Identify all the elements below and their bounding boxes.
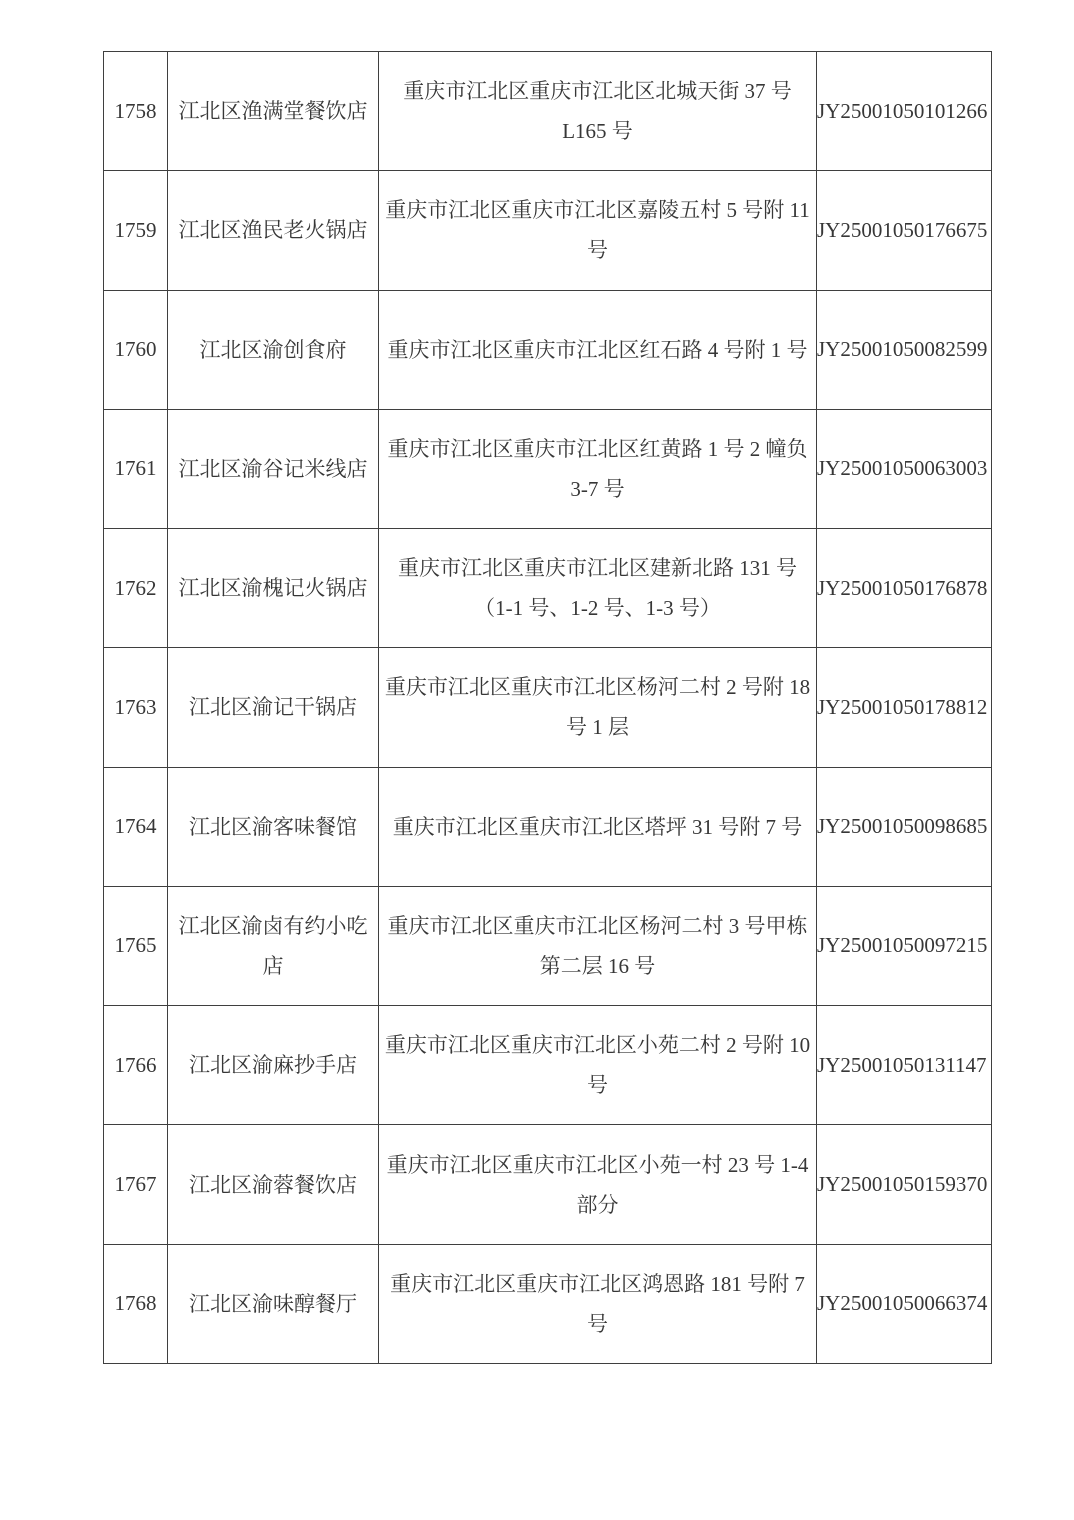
address-line: 号 1 层: [566, 715, 629, 740]
table-row: [104, 648, 992, 767]
address-line: 重庆市江北区重庆市江北区杨河二村 3 号甲栋: [387, 913, 808, 938]
address-line: 号: [587, 238, 608, 263]
license-number-cell: JY25001050176878: [817, 529, 992, 648]
address-line: 重庆市江北区重庆市江北区鸿恩路 181 号附 7: [390, 1271, 805, 1296]
row-index-cell: 1767: [104, 1125, 168, 1244]
license-number-cell: JY25001050098685: [817, 767, 992, 886]
table-row: [104, 1006, 992, 1125]
address-line: 第二层 16 号: [539, 953, 656, 978]
table-row: [104, 52, 992, 171]
table-row: [104, 886, 992, 1005]
address-line: 重庆市江北区重庆市江北区小苑一村 23 号 1-4: [386, 1152, 809, 1177]
business-name-cell: [168, 1244, 379, 1363]
business-name-cell: [168, 409, 379, 528]
address-line: 3-7 号: [570, 476, 625, 501]
address-line: 重庆市江北区重庆市江北区红石路 4 号附 1 号: [387, 337, 808, 362]
license-number-cell: JY25001050131147: [817, 1006, 992, 1125]
table-row: [104, 1244, 992, 1363]
address-line: 重庆市江北区重庆市江北区塔坪 31 号附 7 号: [392, 814, 803, 839]
license-number-cell: JY25001050063003: [817, 409, 992, 528]
business-name-line: 江北区渝记干锅店: [189, 695, 357, 720]
address-cell: [379, 171, 817, 290]
business-name-cell: [168, 290, 379, 409]
business-name-line: 江北区渔民老火锅店: [178, 218, 368, 243]
license-number-cell: JY25001050082599: [817, 290, 992, 409]
row-index-cell: 1761: [104, 409, 168, 528]
address-line: 号: [587, 1073, 608, 1098]
row-index-cell: 1768: [104, 1244, 168, 1363]
table-row: [104, 529, 992, 648]
table-row: [104, 171, 992, 290]
business-name-line: 江北区渔满堂餐饮店: [178, 99, 368, 124]
row-index-cell: 1759: [104, 171, 168, 290]
table-row: [104, 409, 992, 528]
table-row: [104, 290, 992, 409]
business-name-cell: [168, 171, 379, 290]
address-cell: [379, 767, 817, 886]
address-cell: [379, 290, 817, 409]
business-name-line: 江北区渝槐记火锅店: [178, 576, 368, 601]
table-row: [104, 767, 992, 886]
business-name-cell: [168, 1125, 379, 1244]
address-cell: [379, 1125, 817, 1244]
row-index-cell: 1762: [104, 529, 168, 648]
license-number-cell: JY25001050101266: [817, 52, 992, 171]
license-number-cell: JY25001050159370: [817, 1125, 992, 1244]
address-cell: [379, 886, 817, 1005]
registry-table-body: [104, 52, 992, 1364]
address-cell: [379, 648, 817, 767]
address-line: 重庆市江北区重庆市江北区红黄路 1 号 2 幢负: [387, 436, 808, 461]
business-name-line: 江北区渝麻抄手店: [189, 1053, 357, 1078]
address-cell: [379, 409, 817, 528]
business-name-line: 江北区渝创食府: [199, 337, 347, 362]
address-line: 重庆市江北区重庆市江北区建新北路 131 号: [398, 556, 797, 581]
business-name-cell: [168, 52, 379, 171]
row-index-cell: 1766: [104, 1006, 168, 1125]
row-index-cell: 1763: [104, 648, 168, 767]
row-index-cell: 1764: [104, 767, 168, 886]
row-index-cell: 1765: [104, 886, 168, 1005]
license-number-cell: JY25001050178812: [817, 648, 992, 767]
address-line: 部分: [576, 1192, 619, 1217]
business-name-line: 店: [262, 953, 284, 978]
row-index-cell: 1758: [104, 52, 168, 171]
row-index-cell: 1760: [104, 290, 168, 409]
address-line: （1-1 号、1-2 号、1-3 号）: [474, 596, 721, 621]
license-number-cell: JY25001050097215: [817, 886, 992, 1005]
business-name-cell: [168, 648, 379, 767]
license-number-cell: JY25001050176675: [817, 171, 992, 290]
address-cell: [379, 1244, 817, 1363]
address-cell: [379, 1006, 817, 1125]
license-number-cell: JY25001050066374: [817, 1244, 992, 1363]
business-name-line: 江北区渝味醇餐厅: [189, 1291, 357, 1316]
business-name-line: 江北区渝谷记米线店: [178, 456, 368, 481]
address-line: L165 号: [562, 119, 633, 144]
business-name-line: 江北区渝客味餐馆: [189, 814, 357, 839]
business-name-line: 江北区渝卤有约小吃: [178, 913, 368, 938]
address-cell: [379, 529, 817, 648]
address-line: 重庆市江北区重庆市江北区杨河二村 2 号附 18: [384, 675, 811, 700]
business-name-line: 江北区渝蓉餐饮店: [189, 1172, 357, 1197]
address-cell: [379, 52, 817, 171]
business-name-cell: [168, 767, 379, 886]
business-name-cell: [168, 1006, 379, 1125]
address-line: 号: [587, 1311, 608, 1336]
table-row: [104, 1125, 992, 1244]
business-registry-table: [103, 51, 992, 1364]
business-name-cell: [168, 886, 379, 1005]
address-line: 重庆市江北区重庆市江北区嘉陵五村 5 号附 11: [385, 198, 810, 223]
address-line: 重庆市江北区重庆市江北区北城天街 37 号: [403, 79, 792, 104]
address-line: 重庆市江北区重庆市江北区小苑二村 2 号附 10: [384, 1033, 811, 1058]
business-name-cell: [168, 529, 379, 648]
